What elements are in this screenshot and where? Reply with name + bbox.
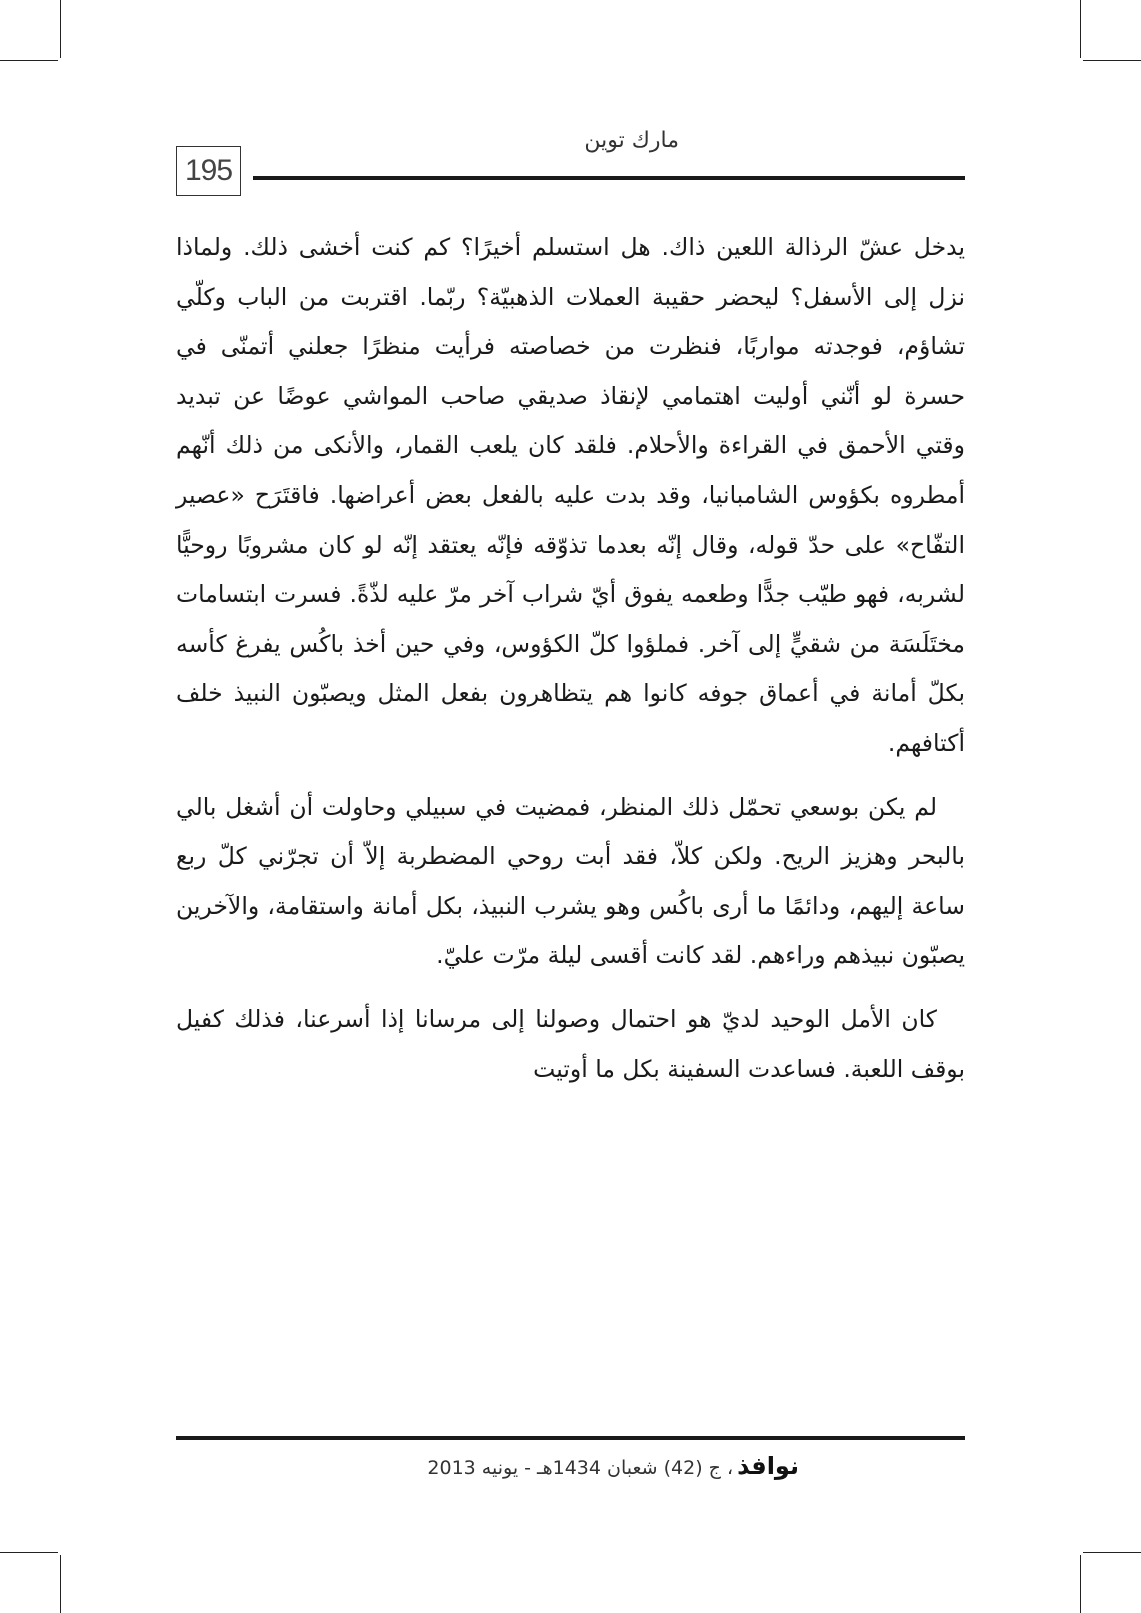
journal-logo: نوافذ [737, 1452, 799, 1480]
crop-mark-top-right [1080, 0, 1081, 58]
issue-line: ، ج (42) شعبان 1434هـ - يونيه 2013 [427, 1457, 734, 1479]
crop-mark-top-left [60, 0, 61, 58]
running-title: مارك توين [584, 128, 679, 153]
crop-mark-top-left-h [0, 60, 58, 61]
paragraph-1: يدخل عشّ الرذالة اللعين ذاك. هل استسلم أخيرًا؟ كم كنت أخشى ذلك. ولماذا نزل إلى الأسفل؟ ليحضر حقيبة العملات الذهبيّة؟ ربّما. اقتربت من الباب وكلّي تشاؤم، فوجدته مواربًا، فنظرت من خصاصته فرأيت منظرًا جعلني أتمنّى في حسرة لو أنّني أوليت اهتمامي لإنقاذ صديقي صاحب المواشي عوضًا عن تبديد وقتي الأحمق في القراءة والأحلام. فلقد كان يلعب القمار، والأنكى من ذلك أنّهم أمطروه بكؤوس الشامبانيا، وقد بدت عليه بالفعل بعض أعراضها. فاقتَرَح «عصير التفّاح» على حدّ قوله، وقال إنّه بعدما تذوّقه فإنّه يعتقد إنّه لو كان مشروبًا روحيًّا لشربه، فهو طيّب جدًّا وطعمه يفوق أيّ شراب آخر مرّ عليه لذّةً. فسرت ابتسامات مختَلَسَة من شقيٍّ إلى آخر. فملؤوا كلّ الكؤوس، وفي حين أخذ باكُس يفرغ كأسه بكلّ أمانة في أعماق جوفه كانوا هم يتظاهرون بفعل المثل ويصبّون النبيذ خلف أكتافهم. [176, 233, 965, 757]
crop-mark-top-right-h [1083, 60, 1141, 61]
article-body [176, 223, 965, 1094]
crop-mark-bottom-left-h [0, 1552, 58, 1553]
page-number: 195 [176, 146, 241, 196]
header-rule [253, 176, 965, 180]
paragraph-3: كان الأمل الوحيد لديّ هو احتمال وصولنا إلى مرسانا إذا أسرعنا، فذلك كفيل بوقف اللعبة. فساعدت السفينة بكل ما أوتيت [176, 1004, 965, 1083]
footer-issue-info [427, 1452, 799, 1480]
crop-mark-bottom-right-h [1083, 1552, 1141, 1553]
paragraph-2: لم يكن بوسعي تحمّل ذلك المنظر، فمضيت في سبيلي وحاولت أن أشغل بالي بالبحر وهزيز الريح. ولكن كلاّ، فقد أبت روحي المضطربة إلاّ أن تجرّني كلّ ربع ساعة إليهم، ودائمًا ما أرى باكُس وهو يشرب النبيذ، بكل أمانة واستقامة، والآخرين يصبّون نبيذهم وراءهم. لقد كانت أقسى ليلة مرّت عليّ. [176, 792, 965, 970]
footer-rule [176, 1436, 965, 1440]
crop-mark-bottom-right [1080, 1555, 1081, 1613]
crop-mark-bottom-left [60, 1555, 61, 1613]
